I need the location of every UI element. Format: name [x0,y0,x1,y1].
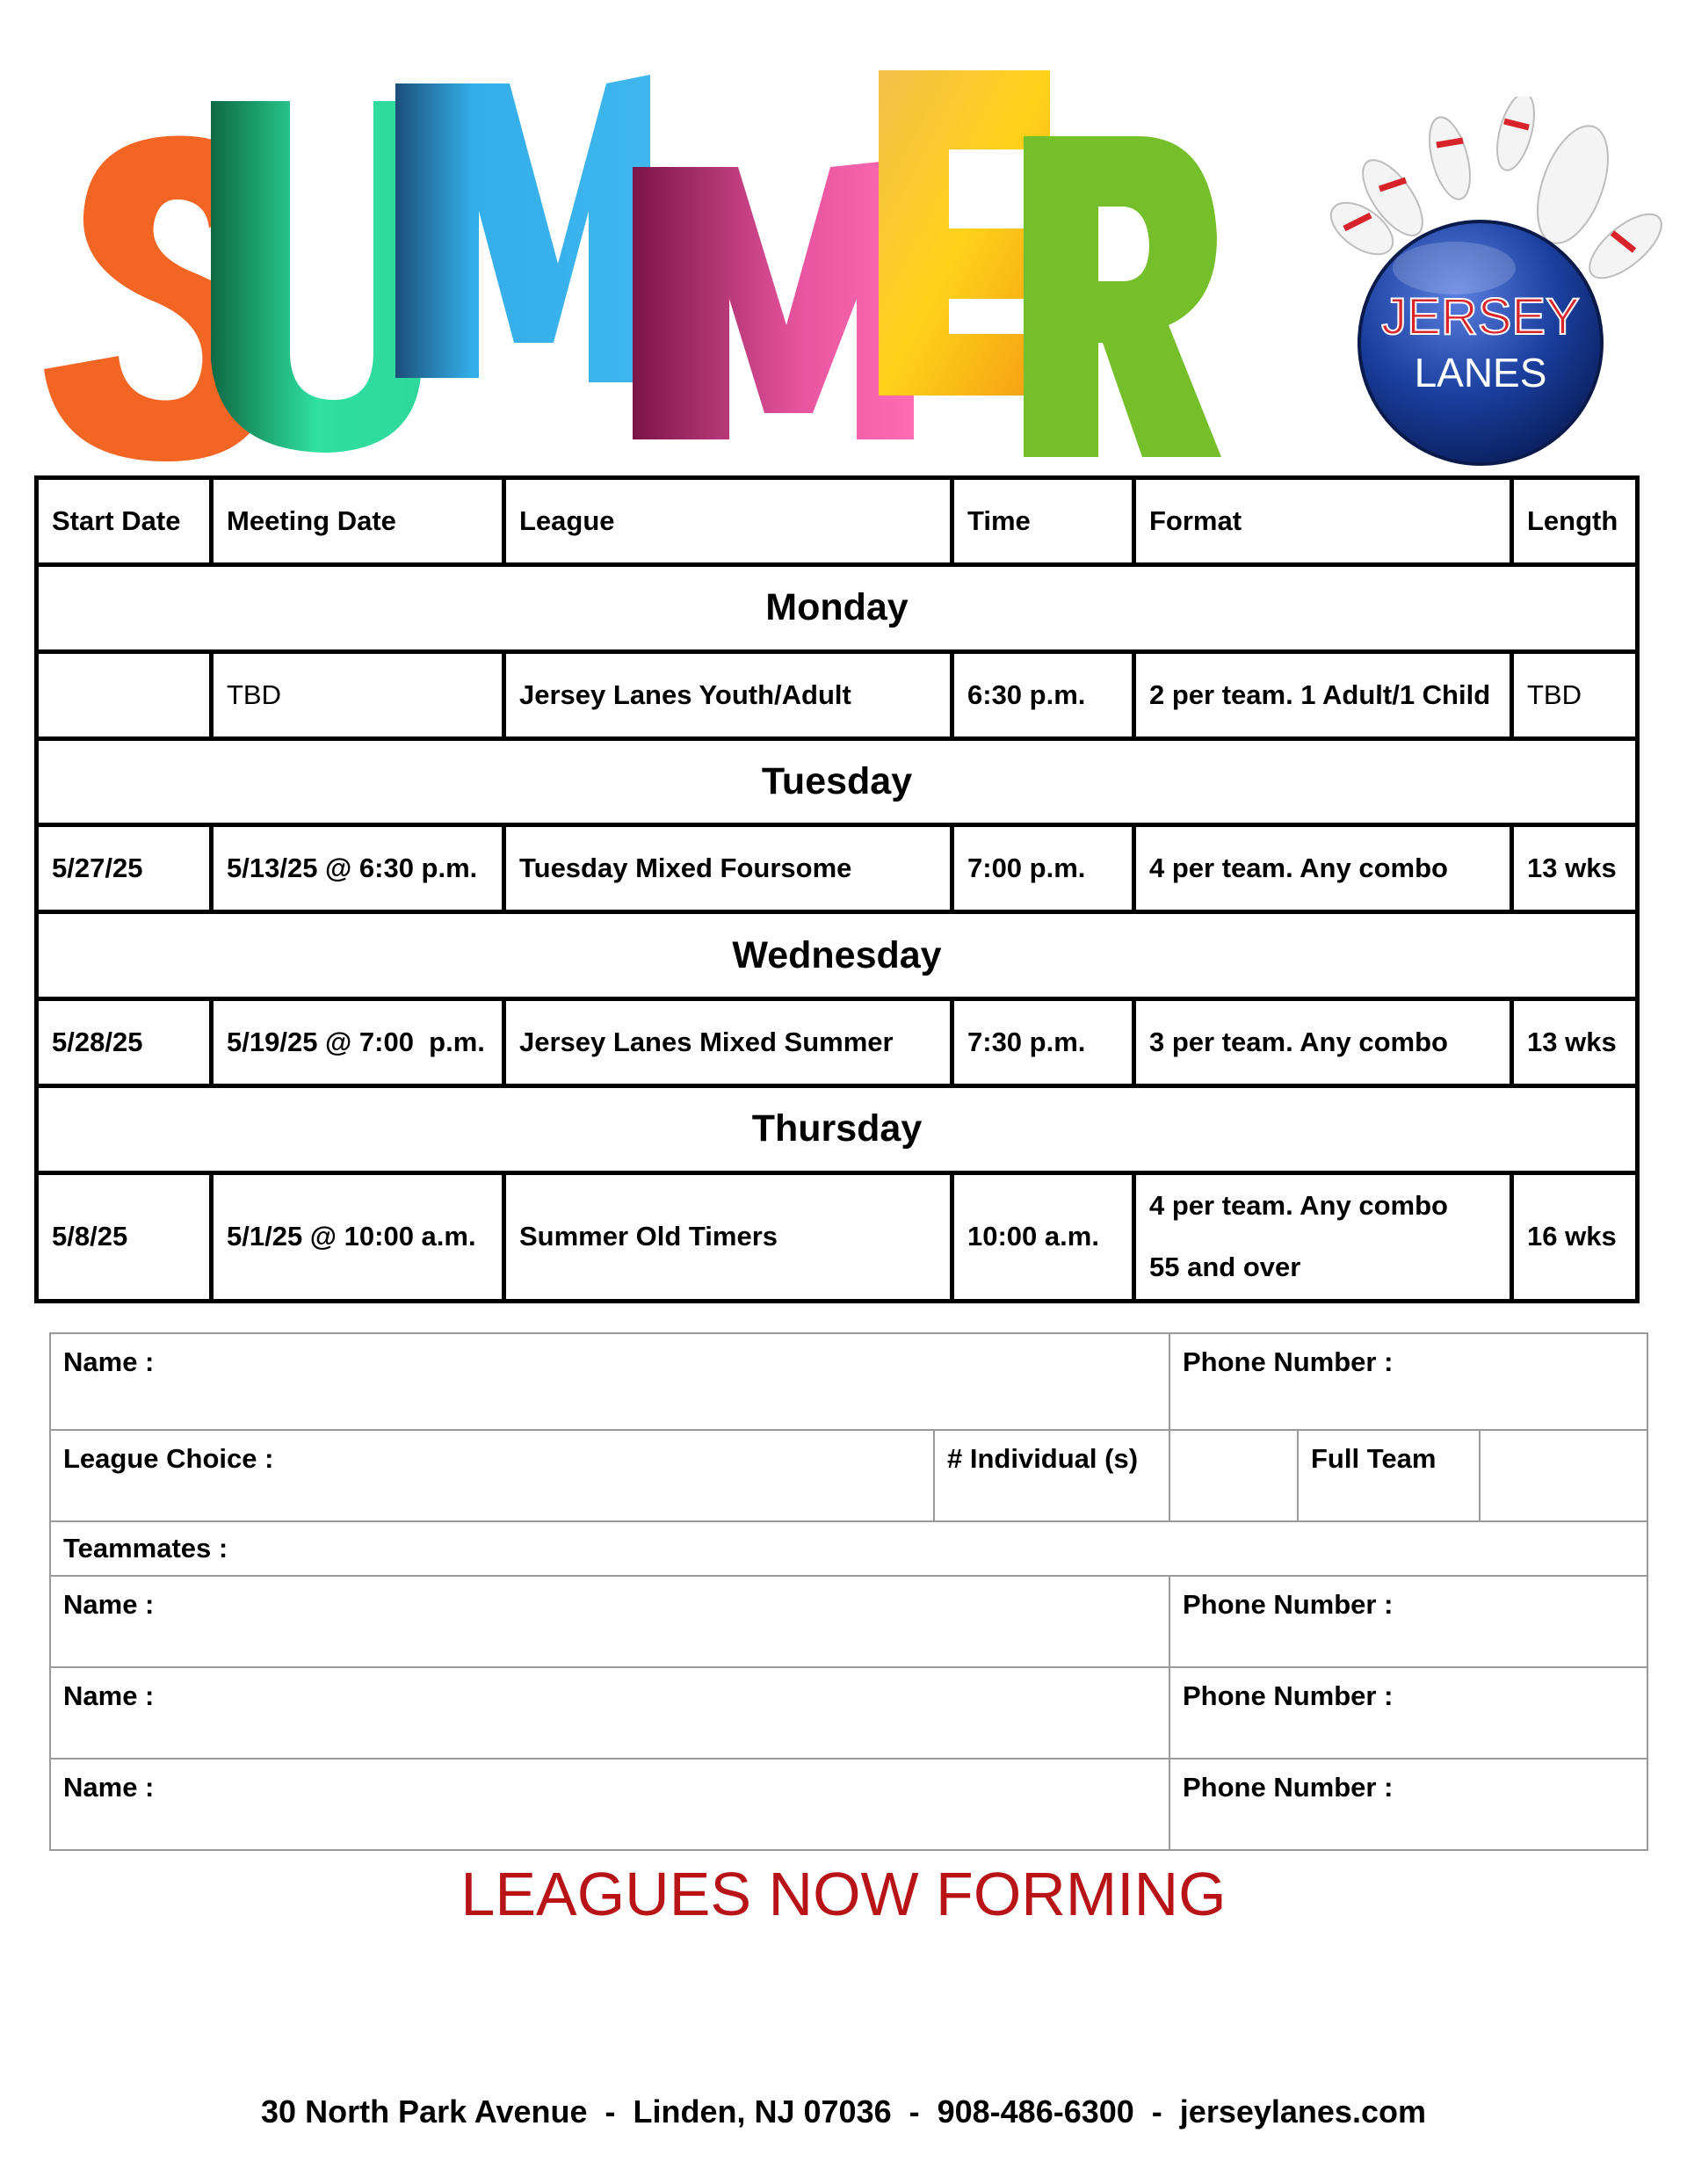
time-cell: 6:30 p.m. [952,651,1134,738]
letter-m-2 [633,158,914,439]
name-label: Name : [63,1680,155,1711]
length-cell: 16 wks [1512,1172,1638,1301]
start-date-cell: 5/27/25 [37,825,212,912]
form-row [50,1667,1647,1759]
league-cell: Tuesday Mixed Foursome [504,825,952,912]
length-cell: 13 wks [1512,825,1638,912]
registration-form [49,1332,1648,1851]
league-cell: Summer Old Timers [504,1172,952,1301]
phone-label: Phone Number : [1183,1589,1394,1620]
teammate-phone-field[interactable] [1169,1759,1647,1850]
meeting-date-cell: 5/1/25 @ 10:00 a.m. [212,1172,504,1301]
col-header-time: Time [952,478,1134,565]
day-heading: Wednesday [37,912,1638,999]
phone-label: Phone Number : [1183,1772,1394,1803]
time-cell: 7:30 p.m. [952,999,1134,1086]
table-header-row [37,478,1638,565]
col-header-format: Format [1134,478,1512,565]
start-date-cell [37,651,212,738]
day-heading-row [37,738,1638,825]
contact-address: 30 North Park Avenue - Linden, NJ 07036 - 908-486-6300 - jerseylanes.com [261,2093,1426,2130]
letter-u [211,101,422,453]
day-heading-row [37,1085,1638,1172]
table-row [37,1172,1638,1301]
table-row [37,825,1638,912]
teammate-name-field[interactable] [50,1759,1169,1850]
phone-label: Phone Number : [1183,1680,1394,1711]
meeting-date-cell: 5/19/25 @ 7:00 p.m. [212,999,504,1086]
meeting-date-cell: TBD [212,651,504,738]
name-label: Name : [63,1589,155,1620]
letter-m-1 [395,75,650,382]
length-cell: TBD [1512,651,1638,738]
form-row [50,1576,1647,1667]
league-choice-label: League Choice : [63,1443,274,1474]
start-date-cell: 5/8/25 [37,1172,212,1301]
form-row [50,1759,1647,1850]
start-date-cell: 5/28/25 [37,999,212,1086]
format-cell: 2 per team. 1 Adult/1 Child [1134,651,1512,738]
table-row [37,999,1638,1086]
summer-letters [35,62,1248,475]
format-cell: 3 per team. Any combo [1134,999,1512,1086]
league-choice-field[interactable] [50,1430,934,1521]
table-row [37,651,1638,738]
bowling-pins-ball-logo [1309,97,1669,466]
teammate-name-field[interactable] [50,1667,1169,1759]
day-heading-row [37,912,1638,999]
day-heading: Thursday [37,1085,1638,1172]
col-header-start-date: Start Date [37,478,212,565]
individual-label: # Individual (s) [947,1443,1139,1474]
format-cell [1134,1172,1512,1301]
day-heading: Tuesday [37,738,1638,825]
teammate-phone-field[interactable] [1169,1667,1647,1759]
time-cell: 7:00 p.m. [952,825,1134,912]
full-team-label-cell [1298,1430,1480,1521]
name-label: Name : [63,1346,155,1377]
teammate-phone-field[interactable] [1169,1576,1647,1667]
league-cell: Jersey Lanes Youth/Adult [504,651,952,738]
col-header-length: Length [1512,478,1638,565]
full-team-label: Full Team [1311,1443,1437,1474]
form-row [50,1521,1647,1576]
col-header-league: League [504,478,952,565]
logo-line1: JERSEY [1381,288,1580,345]
leagues-now-forming-headline: LEAGUES NOW FORMING [460,1860,1227,1928]
full-team-field[interactable] [1480,1430,1647,1521]
summer-title-art [35,62,1248,475]
phone-label: Phone Number : [1183,1346,1394,1377]
format-line: 4 per team. Any combo [1149,1190,1448,1222]
format-cell: 4 per team. Any combo [1134,825,1512,912]
name-field[interactable] [50,1333,1169,1430]
individual-label-cell [934,1430,1169,1521]
format-line: 55 and over [1149,1252,1301,1283]
logo-line2: LANES [1414,350,1547,395]
time-cell: 10:00 a.m. [952,1172,1134,1301]
name-label: Name : [63,1772,155,1803]
length-cell: 13 wks [1512,999,1638,1086]
phone-field[interactable] [1169,1333,1647,1430]
day-heading-row [37,564,1638,651]
letter-r [1024,136,1221,457]
meeting-date-cell: 5/13/25 @ 6:30 p.m. [212,825,504,912]
league-schedule-table [34,475,1640,1303]
teammate-name-field[interactable] [50,1576,1169,1667]
day-heading: Monday [37,564,1638,651]
league-cell: Jersey Lanes Mixed Summer [504,999,952,1086]
form-row [50,1333,1647,1430]
col-header-meeting-date: Meeting Date [212,478,504,565]
individual-field[interactable] [1169,1430,1298,1521]
jersey-lanes-logo [1309,97,1669,466]
form-row [50,1430,1647,1521]
teammates-heading: Teammates : [50,1521,1647,1576]
